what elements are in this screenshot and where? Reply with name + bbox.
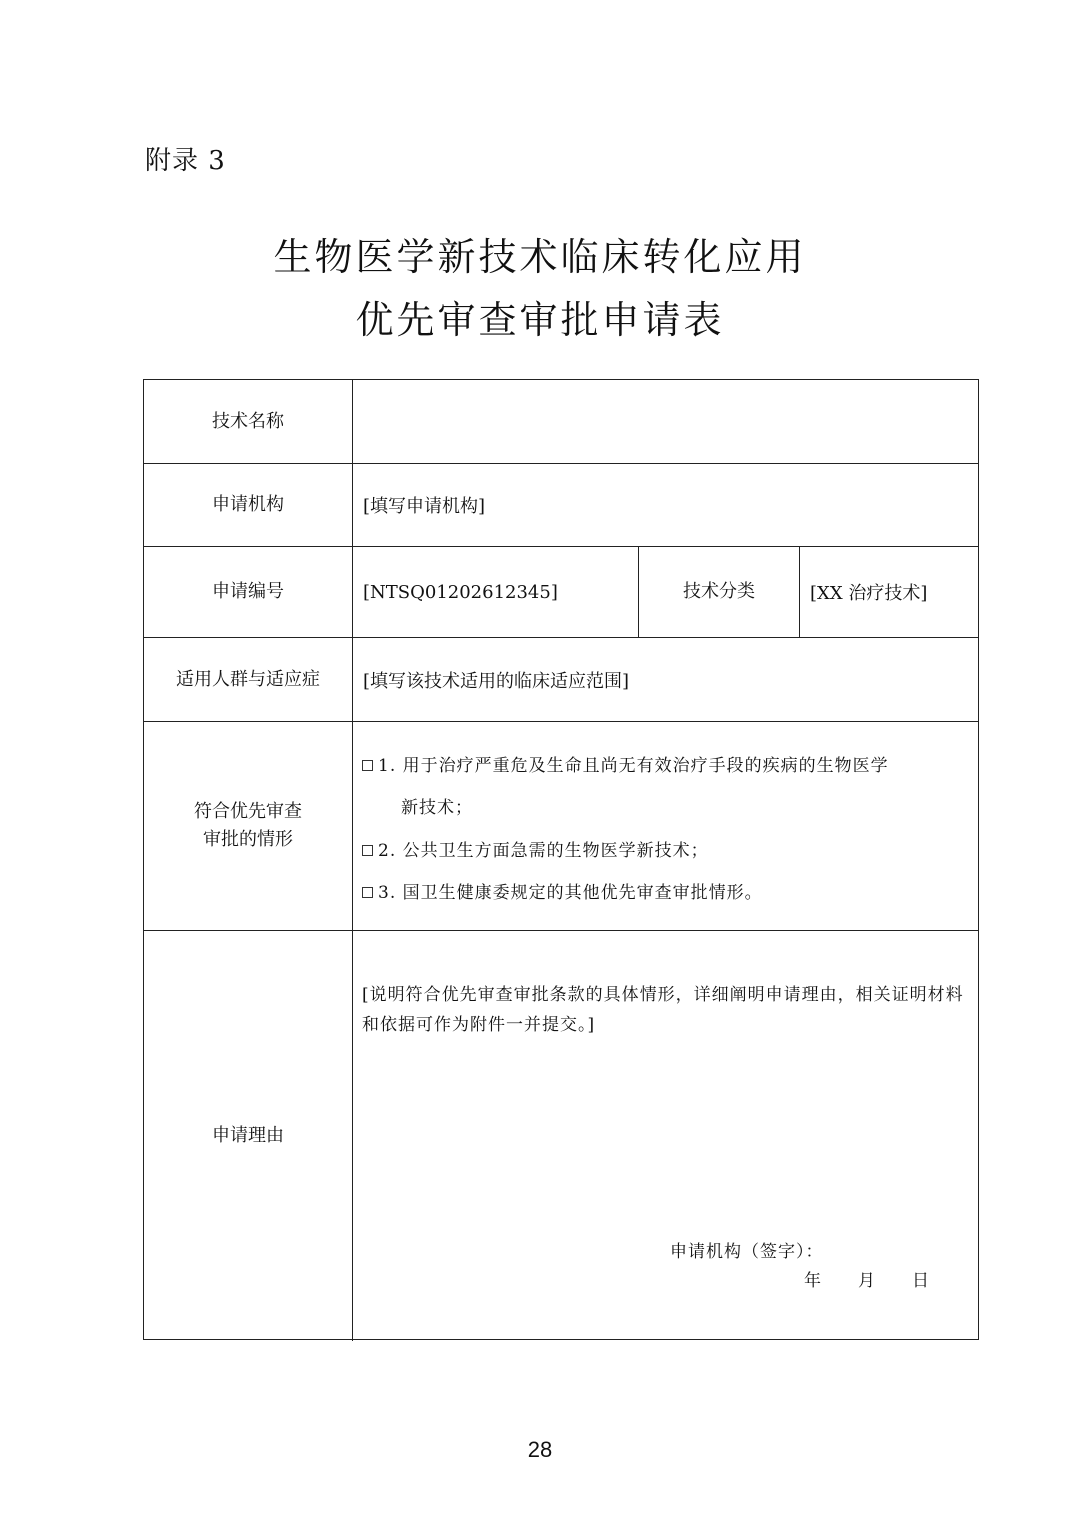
checkbox-icon[interactable] xyxy=(362,760,373,771)
date-year: 年 xyxy=(804,1271,822,1291)
reason-field[interactable]: [说明符合优先审查审批条款的具体情形，详细阐明申请理由，相关证明材料和依据可作为附件一并提交。] xyxy=(362,985,964,1035)
app-number-field[interactable]: [NTSQ01202612345] xyxy=(363,581,558,603)
applicant-label: 申请机构 xyxy=(212,494,284,515)
criteria-label-line2: 审批的情形 xyxy=(203,829,293,850)
population-field[interactable]: [填写该技术适用的临床适应范围] xyxy=(363,670,630,692)
checkbox-icon[interactable] xyxy=(362,887,373,898)
date-month: 月 xyxy=(858,1271,876,1291)
application-form-table xyxy=(143,379,979,1340)
date-day: 日 xyxy=(912,1271,930,1291)
criteria-option-1-continuation: 新技术； xyxy=(401,798,473,818)
criteria-option-2[interactable] xyxy=(362,836,709,861)
criteria-option-text: 2. 公共卫生方面急需的生物医学新技术； xyxy=(378,841,709,861)
form-title-line1: 生物医学新技术临床转化应用 xyxy=(273,235,807,279)
population-label: 适用人群与适应症 xyxy=(176,668,320,690)
tech-category-field[interactable]: [XX 治疗技术] xyxy=(810,583,928,604)
criteria-option-text: 3. 国卫生健康委规定的其他优先审查审批情形。 xyxy=(378,883,763,903)
tech-category-label: 技术分类 xyxy=(683,581,755,602)
checkbox-icon[interactable] xyxy=(362,845,373,856)
signature-date xyxy=(804,1266,966,1291)
criteria-label xyxy=(144,722,352,930)
tech-name-label: 技术名称 xyxy=(212,410,284,432)
signature-label: 申请机构（签字）： xyxy=(670,1242,824,1262)
reason-label: 申请理由 xyxy=(212,1124,284,1146)
appendix-label: 附录 3 xyxy=(145,146,226,176)
app-number-label: 申请编号 xyxy=(212,581,284,602)
criteria-option-3[interactable] xyxy=(362,878,763,903)
criteria-option-1[interactable] xyxy=(362,751,889,776)
form-title-line2: 优先审查审批申请表 xyxy=(355,298,725,342)
applicant-field[interactable]: [填写申请机构] xyxy=(363,496,486,517)
criteria-option-text: 1. 用于治疗严重危及生命且尚无有效治疗手段的疾病的生物医学 xyxy=(378,756,889,776)
criteria-label-line1: 符合优先审查 xyxy=(194,801,302,822)
tech-name-field[interactable] xyxy=(353,380,979,463)
page-number: 28 xyxy=(527,1437,553,1462)
